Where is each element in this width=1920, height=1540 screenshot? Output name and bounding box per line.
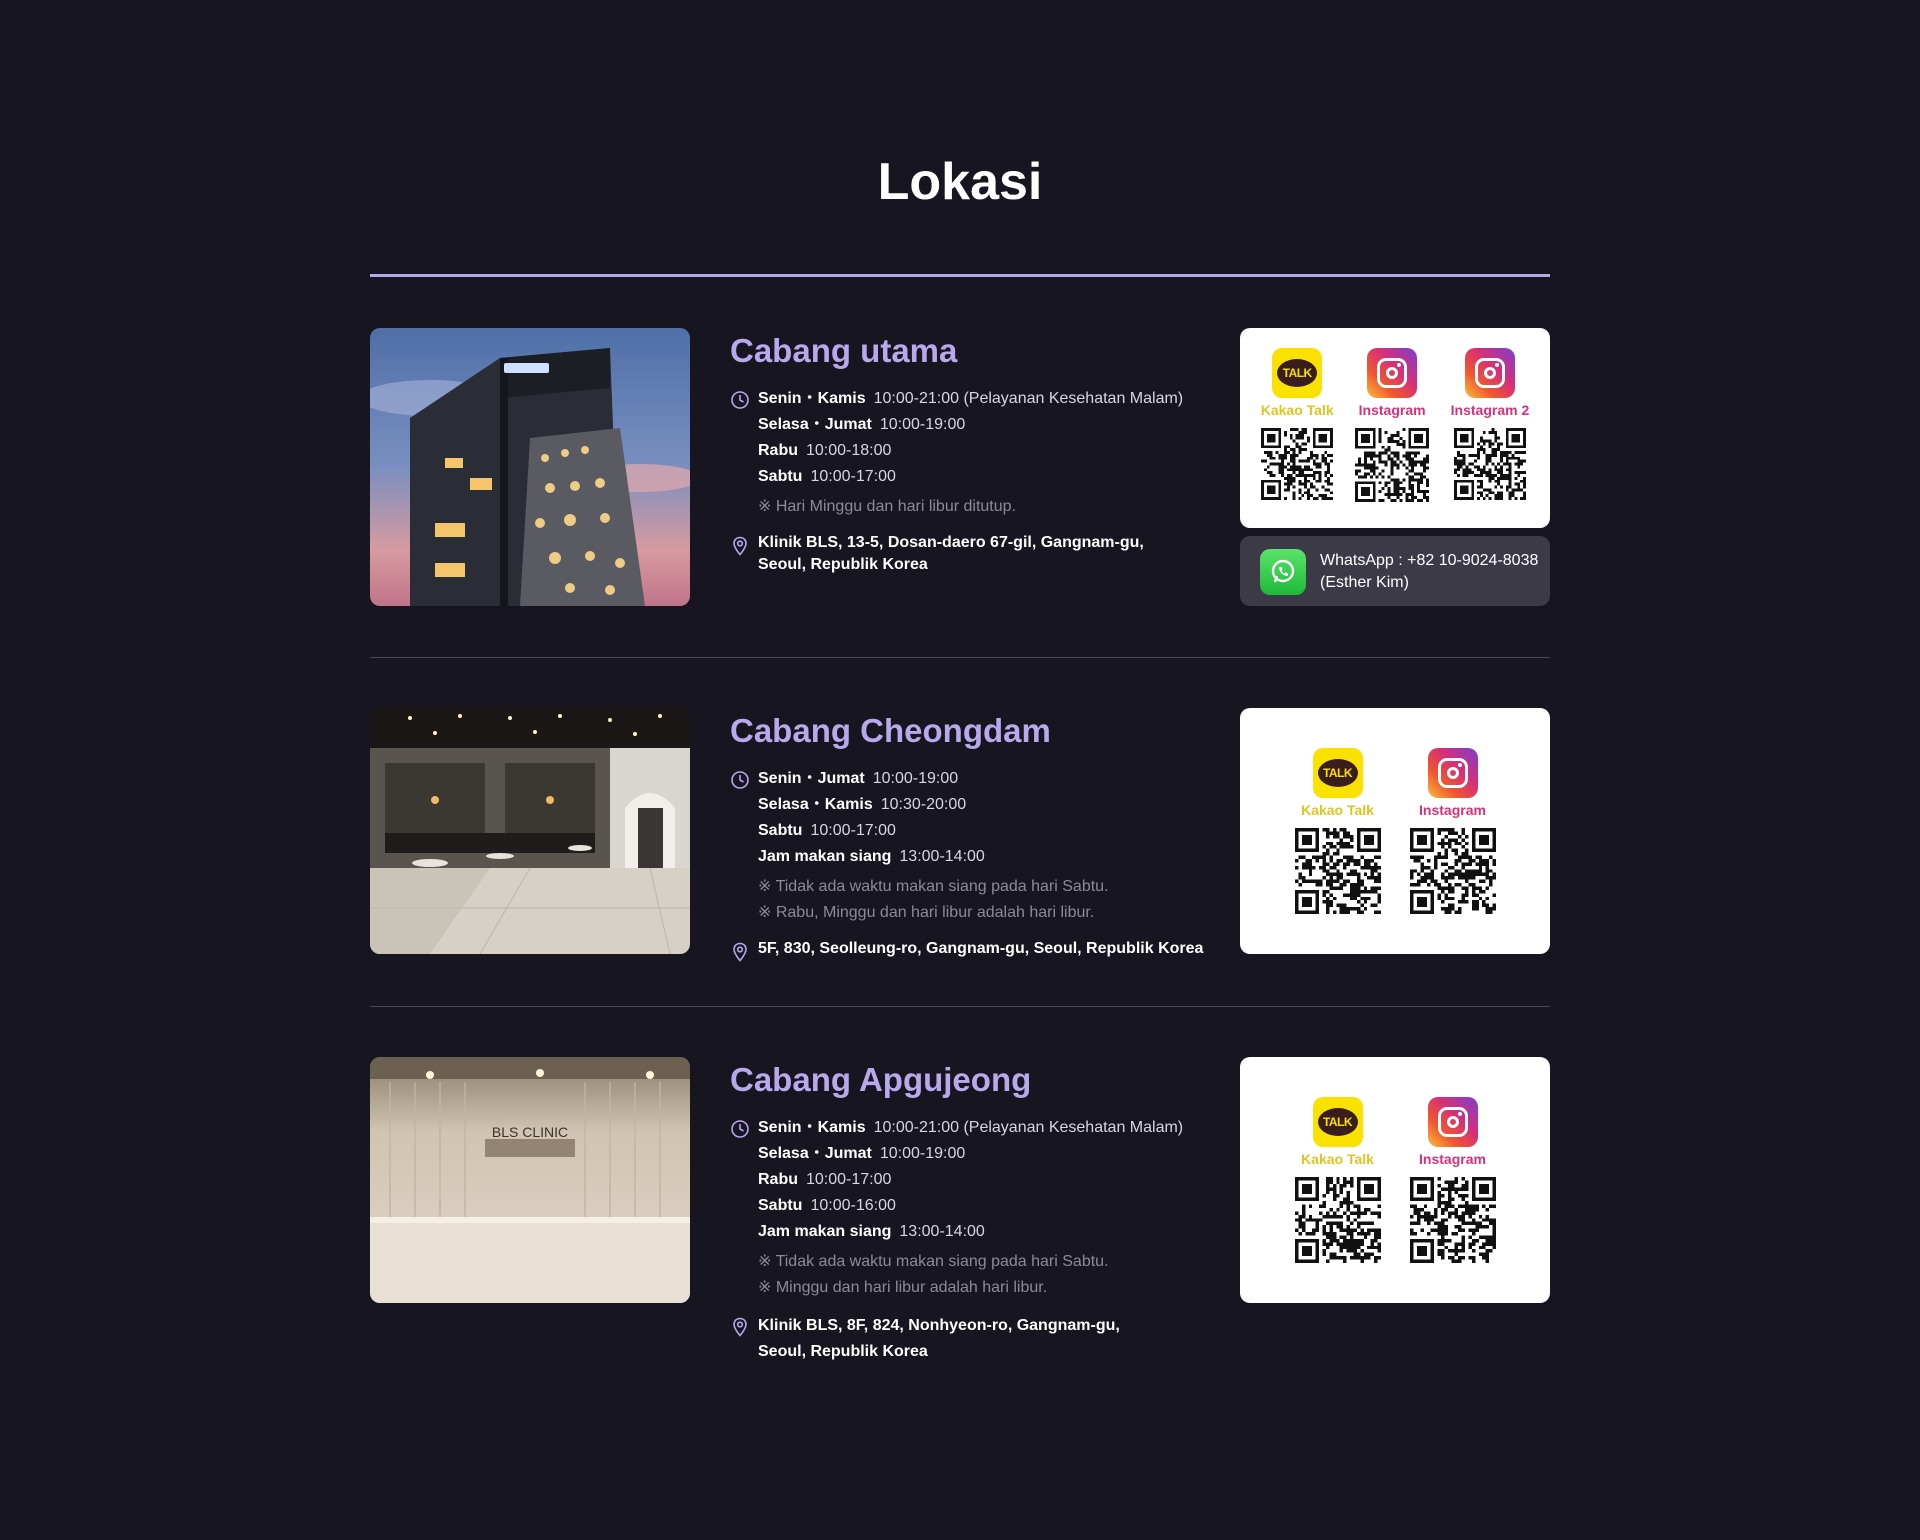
hours-note: ※ Minggu dan hari libur adalah hari libur. — [758, 1279, 1048, 1296]
hours-row: Senin・Kamis 10:00-21:00 (Pelayanan Kesehatan Malam) — [758, 1119, 1184, 1136]
sns-card-main — [1240, 328, 1550, 528]
sns-instagram-2[interactable] — [1451, 348, 1530, 500]
opening-hours — [730, 766, 1230, 926]
section-divider — [370, 1006, 1550, 1007]
hours-row: Selasa・Jumat 10:00-19:00 — [758, 1145, 966, 1162]
hours-row: Jam makan siang 13:00-14:00 — [758, 1223, 985, 1240]
branch-name: Cabang utama — [730, 332, 958, 369]
hours-row: Selasa・Jumat 10:00-19:00 — [758, 416, 966, 433]
sns-label: Kakao Talk — [1301, 1151, 1374, 1167]
sns-kakao-talk[interactable] — [1295, 1097, 1381, 1263]
branch-main — [370, 328, 1550, 608]
address-text: 5F, 830, Seolleung-ro, Gangnam-gu, Seoul, Republik Korea — [758, 940, 1204, 957]
sns-kakao-talk[interactable] — [1261, 348, 1334, 500]
hours-row: Senin・Kamis 10:00-21:00 (Pelayanan Kesehatan Malam) — [758, 390, 1184, 407]
qr-code[interactable] — [1410, 828, 1496, 914]
location-pin-icon — [730, 536, 750, 556]
address-block — [730, 938, 1230, 960]
hours-row: Jam makan siang 13:00-14:00 — [758, 848, 985, 865]
branch-info-apgujeong — [730, 1057, 1230, 1365]
branch-photo-cheongdam — [370, 708, 690, 954]
hours-row: Rabu 10:00-18:00 — [758, 442, 892, 459]
whatsapp-number: WhatsApp : +82 10-9024-8038 — [1320, 552, 1539, 569]
branch-photo-main — [370, 328, 690, 606]
address-block — [730, 1313, 1230, 1365]
location-pin-icon — [730, 942, 750, 962]
page-title: Lokasi — [877, 153, 1043, 211]
sns-instagram[interactable] — [1355, 348, 1429, 502]
qr-code[interactable] — [1261, 428, 1333, 500]
hours-note: ※ Rabu, Minggu dan hari libur adalah hari libur. — [758, 904, 1095, 921]
instagram-icon — [1367, 348, 1417, 398]
hours-row: Rabu 10:00-17:00 — [758, 1171, 892, 1188]
branch-name: Cabang Apgujeong — [730, 1061, 1032, 1098]
opening-hours — [730, 1115, 1230, 1301]
hours-note: ※ Hari Minggu dan hari libur ditutup. — [758, 498, 1016, 515]
sns-label: Instagram — [1419, 802, 1486, 818]
location-pin-icon — [730, 1317, 750, 1337]
sns-label: Kakao Talk — [1301, 802, 1374, 818]
hours-row: Sabtu 10:00-17:00 — [758, 822, 896, 839]
qr-code[interactable] — [1355, 428, 1429, 502]
hours-row: Senin・Jumat 10:00-19:00 — [758, 770, 959, 787]
hours-note: ※ Tidak ada waktu makan siang pada hari Sabtu. — [758, 878, 1109, 895]
qr-code[interactable] — [1410, 1177, 1496, 1263]
whatsapp-contact-name: (Esther Kim) — [1320, 574, 1409, 591]
clock-icon — [730, 770, 750, 790]
kakao-talk-icon: TALK — [1313, 748, 1363, 798]
clock-icon — [730, 390, 750, 410]
branch-cheongdam — [370, 708, 1550, 958]
address-block — [730, 532, 1230, 576]
qr-code[interactable] — [1295, 1177, 1381, 1263]
opening-hours — [730, 386, 1230, 520]
title-divider — [370, 274, 1550, 277]
branch-info-cheongdam — [730, 708, 1230, 960]
branch-photo-apgujeong — [370, 1057, 690, 1303]
qr-code[interactable] — [1295, 828, 1381, 914]
sns-card-cheongdam — [1240, 708, 1550, 954]
sns-instagram[interactable] — [1410, 1097, 1496, 1263]
kakao-talk-icon: TALK — [1272, 348, 1322, 398]
clock-icon — [730, 1119, 750, 1139]
sns-label: Instagram 2 — [1450, 402, 1530, 418]
kakao-talk-icon: TALK — [1313, 1097, 1363, 1147]
instagram-icon — [1428, 1097, 1478, 1147]
instagram-icon — [1465, 348, 1515, 398]
sns-label: Instagram — [1358, 402, 1426, 418]
address-text: Klinik BLS, 13-5, Dosan-daero 67-gil, Gangnam-gu, Seoul, Republik Korea — [758, 534, 1144, 573]
hours-row: Sabtu 10:00-17:00 — [758, 468, 896, 485]
instagram-icon — [1428, 748, 1478, 798]
whatsapp-contact[interactable] — [1240, 536, 1550, 606]
hours-row: Selasa・Kamis 10:30-20:00 — [758, 796, 967, 813]
sns-label: Kakao Talk — [1260, 402, 1334, 418]
whatsapp-icon — [1260, 549, 1306, 595]
sns-card-apgujeong — [1240, 1057, 1550, 1303]
sns-instagram[interactable] — [1410, 748, 1496, 914]
photo-sign-text: BLS CLINIC — [491, 1124, 569, 1140]
qr-code[interactable] — [1454, 428, 1526, 500]
branch-apgujeong — [370, 1057, 1550, 1377]
address-text: Klinik BLS, 8F, 824, Nonhyeon-ro, Gangnam-gu, Seoul, Republik Korea — [758, 1317, 1120, 1360]
branch-name: Cabang Cheongdam — [730, 712, 1051, 749]
sns-label: Instagram — [1419, 1151, 1486, 1167]
section-divider — [370, 657, 1550, 658]
hours-note: ※ Tidak ada waktu makan siang pada hari Sabtu. — [758, 1253, 1109, 1270]
sns-kakao-talk[interactable] — [1295, 748, 1381, 914]
branch-info-main — [730, 328, 1230, 576]
hours-row: Sabtu 10:00-16:00 — [758, 1197, 896, 1214]
